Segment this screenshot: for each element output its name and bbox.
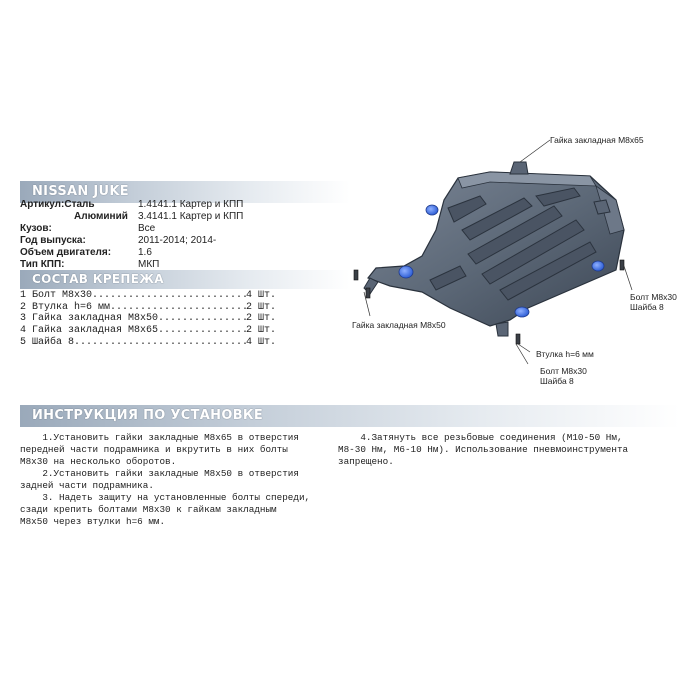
instruction-line: М8х30 на несколько оборотов. bbox=[20, 456, 177, 467]
instruction-line: передней части подрамника и вкрутить в них болты bbox=[20, 444, 288, 455]
spec-key: Алюминий bbox=[74, 211, 128, 222]
callout-line: Шайба 8 bbox=[630, 302, 664, 312]
product-title: NISSAN JUKE bbox=[32, 184, 129, 199]
spec-value: 2011-2014; 2014- bbox=[138, 235, 217, 246]
instruction-line: 4.Затянуть все резьбовые соединения (М10-50 Нм, bbox=[338, 432, 623, 443]
kit-banner bbox=[20, 270, 350, 289]
spec-key: Артикул:Сталь bbox=[20, 199, 95, 210]
callout-nut-m8x50: Гайка закладная М8х50 bbox=[352, 320, 446, 330]
install-banner bbox=[20, 405, 680, 427]
install-title: ИНСТРУКЦИЯ ПО УСТАНОВКЕ bbox=[32, 408, 264, 423]
spec-key: Объем двигателя: bbox=[20, 247, 112, 258]
kit-item-qty: 2 Шт. bbox=[246, 325, 277, 336]
skid-plate-diagram bbox=[340, 130, 690, 370]
kit-item-name: 2 Втулка h=6 мм....................... bbox=[20, 302, 249, 313]
spec-key: Кузов: bbox=[20, 223, 52, 234]
kit-item-name: 5 Шайба 8............................. bbox=[20, 337, 249, 348]
kit-title: СОСТАВ КРЕПЕЖА bbox=[32, 272, 164, 286]
callout-line: Шайба 8 bbox=[540, 376, 574, 386]
callout-bolt-right bbox=[630, 292, 677, 312]
spec-key: Год выпуска: bbox=[20, 235, 86, 246]
callout-sleeve: Втулка h=6 мм bbox=[536, 349, 594, 359]
kit-item-name: 1 Болт М8х30.......................... bbox=[20, 290, 249, 301]
instruction-line: М8-30 Нм, М6-10 Нм). Использование пневмоинструмента bbox=[338, 444, 629, 455]
spec-value: МКП bbox=[138, 259, 160, 270]
kit-item-name: 4 Гайка закладная М8х65............... bbox=[20, 325, 249, 336]
spec-value: 1.6 bbox=[138, 247, 152, 258]
spec-value: 1.4141.1 Картер и КПП bbox=[138, 199, 244, 210]
callout-line: Болт М8х30 bbox=[630, 292, 677, 302]
spec-value: Все bbox=[138, 223, 156, 234]
instruction-line: 1.Установить гайки закладные М8х65 в отверстия bbox=[20, 432, 299, 443]
kit-item-qty: 2 Шт. bbox=[246, 313, 277, 324]
callout-bolt-bottom bbox=[540, 366, 587, 386]
instruction-line: 2.Установить гайки закладные М8х50 в отверстия bbox=[20, 468, 299, 479]
kit-item-qty: 4 Шт. bbox=[246, 337, 277, 348]
spec-value: 3.4141.1 Картер и КПП bbox=[138, 211, 244, 222]
instruction-line: 3. Надеть защиту на установленные болты спереди, bbox=[20, 492, 311, 503]
kit-item-name: 3 Гайка закладная М8х50............... bbox=[20, 313, 249, 324]
kit-item-qty: 2 Шт. bbox=[246, 302, 277, 313]
kit-item-qty: 4 Шт. bbox=[246, 290, 277, 301]
callout-line: Болт М8х30 bbox=[540, 366, 587, 376]
instruction-line: задней части подрамника. bbox=[20, 480, 154, 491]
instruction-line: запрещено. bbox=[338, 456, 394, 467]
instruction-line: М8х50 через втулки h=6 мм. bbox=[20, 516, 166, 527]
spec-key: Тип КПП: bbox=[20, 259, 65, 270]
instruction-line: сзади крепить болтами М8х30 к гайкам закладным bbox=[20, 504, 277, 515]
callout-nut-m8x65: Гайка закладная М8х65 bbox=[550, 135, 644, 145]
